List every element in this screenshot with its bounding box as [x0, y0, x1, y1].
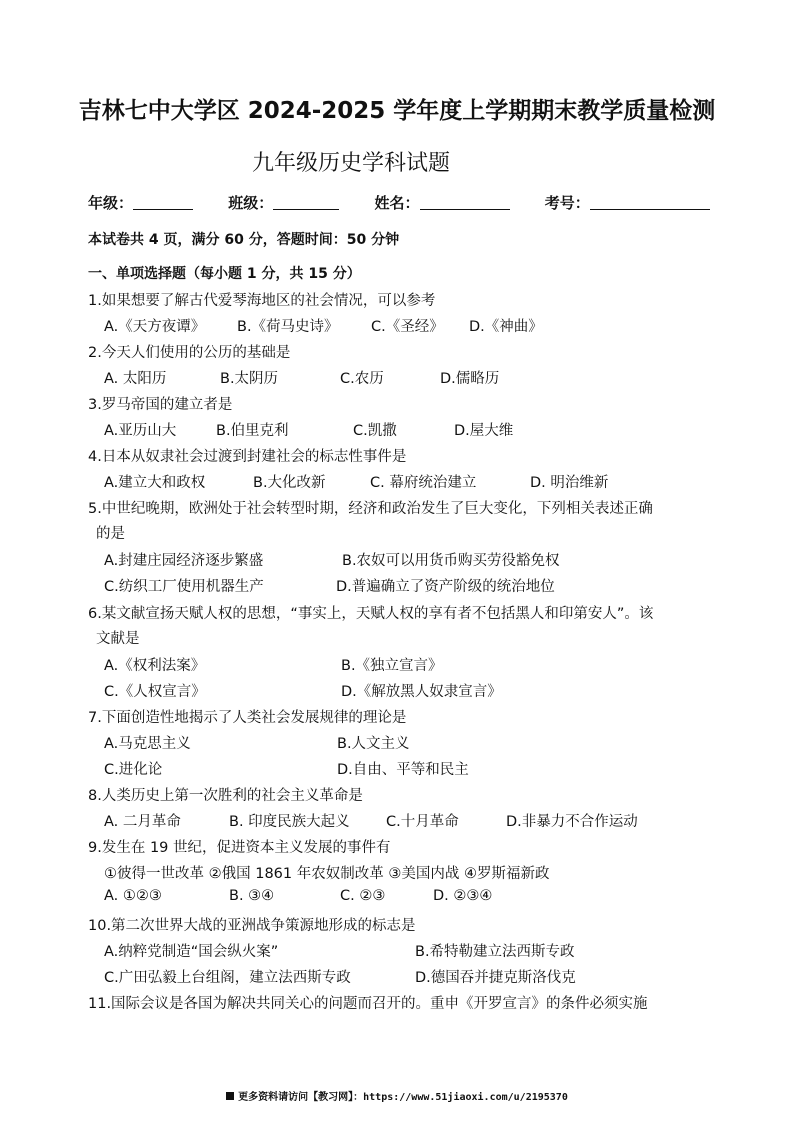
- grade-field: [88, 192, 193, 213]
- option-a: A.封建庄园经济逐步繁盛: [104, 553, 264, 569]
- option-a: A.《天方夜谭》: [104, 319, 206, 335]
- class-label: 班级：: [228, 194, 274, 212]
- option-b: B.伯里克利: [216, 423, 289, 439]
- option-b: B.《荷马史诗》: [237, 319, 339, 335]
- question-stem: 7.下面创造性地揭示了人类社会发展规律的理论是: [88, 710, 407, 726]
- question-stem-continued: 文献是: [96, 631, 140, 647]
- question-stem-continued: 的是: [96, 526, 125, 542]
- class-blank[interactable]: [273, 195, 339, 210]
- option-d: D.非暴力不合作运动: [506, 814, 638, 830]
- option-d: D.自由、平等和民主: [337, 762, 469, 778]
- class-field: [228, 192, 339, 213]
- student-info-row: [88, 192, 740, 213]
- option-c: C.《圣经》: [371, 319, 444, 335]
- option-b: B.太阴历: [220, 371, 279, 387]
- option-c: C.农历: [340, 371, 384, 387]
- option-c: C.进化论: [104, 762, 163, 778]
- question-stem: 11.国际会议是各国为解决共同关心的问题而召开的。重申《开罗宣言》的条件必须实施: [88, 996, 648, 1012]
- page-subtitle: 九年级历史学科试题: [252, 151, 451, 176]
- question-stem: 5.中世纪晚期，欧洲处于社会转型时期，经济和政治发生了巨大变化，下列相关表述正确: [88, 501, 653, 517]
- name-label: 姓名：: [374, 194, 420, 212]
- option-a: A.马克思主义: [104, 736, 191, 752]
- exam-notice: 本试卷共 4 页，满分 60 分，答题时间：50 分钟: [88, 232, 400, 248]
- option-c: C.广田弘毅上台组阁，建立法西斯专政: [104, 970, 351, 986]
- question-stem: 9.发生在 19 世纪，促进资本主义发展的事件有: [88, 840, 391, 856]
- option-c: C. 幕府统治建立: [370, 475, 477, 491]
- option-d: D. 明治维新: [530, 475, 609, 491]
- option-d: D.德国吞并捷克斯洛伐克: [415, 970, 576, 986]
- name-field: [375, 192, 510, 213]
- option-d: D. ②③④: [433, 888, 493, 904]
- page-title: 吉林七中大学区 2024-2025 学年度上学期期末教学质量检测: [78, 98, 716, 124]
- option-d: D.《解放黑人奴隶宣言》: [341, 684, 502, 700]
- footer-link[interactable]: [0, 1088, 794, 1103]
- option-c: C.纺织工厂使用机器生产: [104, 579, 264, 595]
- question-stem: 2.今天人们使用的公历的基础是: [88, 345, 291, 361]
- question-stem: 8.人类历史上第一次胜利的社会主义革命是: [88, 788, 363, 804]
- option-b: B.人文主义: [337, 736, 410, 752]
- grade-label: 年级：: [88, 194, 134, 212]
- grade-blank[interactable]: [133, 195, 193, 210]
- option-c: C.十月革命: [386, 814, 459, 830]
- option-c: C. ②③: [340, 888, 386, 904]
- exam-no-blank[interactable]: [590, 195, 710, 210]
- question-stem: 3.罗马帝国的建立者是: [88, 397, 233, 413]
- exam-no-label: 考号：: [544, 194, 590, 212]
- option-b: B. 印度民族大起义: [229, 814, 350, 830]
- option-a: A.《权利法案》: [104, 658, 206, 674]
- option-d: D.《神曲》: [469, 319, 543, 335]
- option-b: B.《独立宣言》: [341, 658, 443, 674]
- question-stem: 1.如果想要了解古代爱琴海地区的社会情况，可以参考: [88, 293, 436, 309]
- option-b: B.希特勒建立法西斯专政: [415, 944, 575, 960]
- footer-text[interactable]: 更多资料请访问【教习网】：https://www.51jiaoxi.com/u/2195370: [238, 1092, 568, 1103]
- option-a: A. 二月革命: [104, 814, 181, 830]
- question-stem: 6.某文献宣扬天赋人权的思想，“事实上，天赋人权的享有者不包括黑人和印第安人”。该: [88, 606, 654, 622]
- option-c: C.凯撒: [353, 423, 397, 439]
- option-d: D.屋大维: [454, 423, 514, 439]
- section-heading: 一、单项选择题（每小题 1 分，共 15 分）: [88, 266, 361, 282]
- question-items: ①彼得一世改革 ②俄国 1861 年农奴制改革 ③美国内战 ④罗斯福新政: [104, 866, 550, 882]
- exam-no-field: [545, 192, 710, 213]
- option-a: A.亚历山大: [104, 423, 177, 439]
- question-stem: 4.日本从奴隶社会过渡到封建社会的标志性事件是: [88, 449, 407, 465]
- option-a: A.建立大和政权: [104, 475, 206, 491]
- flag-icon: [226, 1092, 234, 1100]
- name-blank[interactable]: [420, 195, 510, 210]
- question-stem: 10.第二次世界大战的亚洲战争策源地形成的标志是: [88, 918, 416, 934]
- option-a: A. 太阳历: [104, 371, 167, 387]
- option-b: B. ③④: [229, 888, 275, 904]
- option-a: A. ①②③: [104, 888, 162, 904]
- option-d: D.儒略历: [440, 371, 500, 387]
- option-a: A.纳粹党制造“国会纵火案”: [104, 944, 279, 960]
- option-d: D.普遍确立了资产阶级的统治地位: [336, 579, 555, 595]
- option-b: B.大化改新: [253, 475, 326, 491]
- option-b: B.农奴可以用货币购买劳役豁免权: [342, 553, 560, 569]
- option-c: C.《人权宣言》: [104, 684, 206, 700]
